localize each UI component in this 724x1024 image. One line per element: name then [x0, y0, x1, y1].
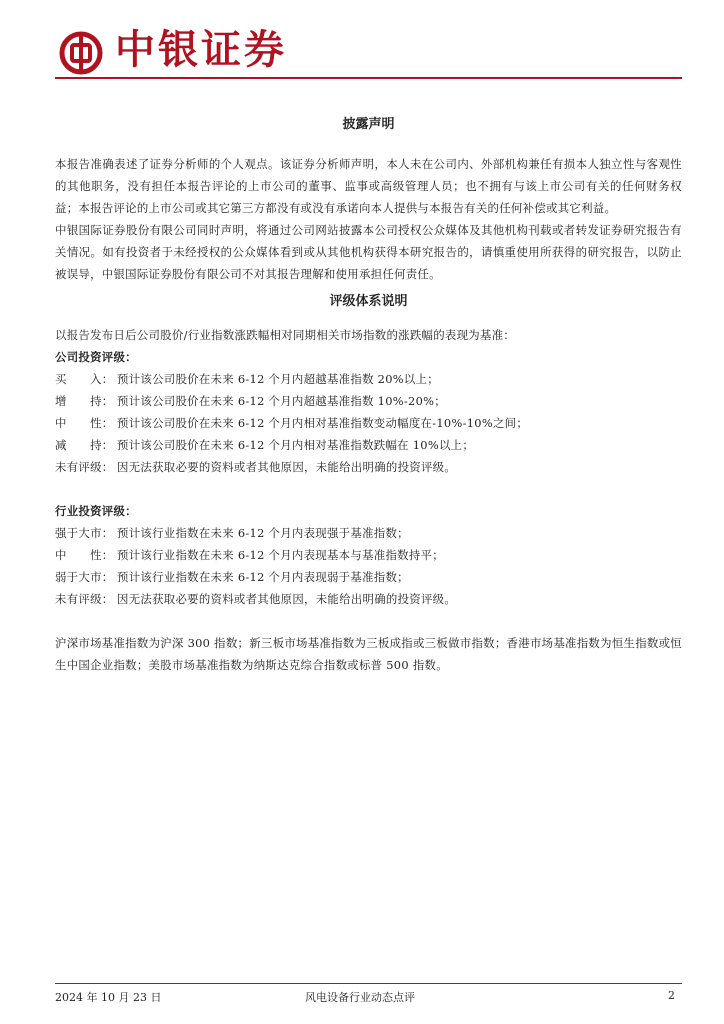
disclosure-title: 披露声明 [342, 117, 395, 132]
rating-system-title: 评级体系说明 [329, 294, 408, 309]
bank-of-china-logo-icon [59, 31, 103, 75]
industry-rating-item [55, 544, 682, 566]
page-header [55, 24, 685, 76]
rating-description: 预计该公司股价在未来 6-12 个月内相对基准指数变动幅度在-10%-10%之间； [117, 416, 529, 430]
industry-rating-item [55, 588, 682, 610]
industry-rating-heading: 行业投资评级： [55, 504, 137, 518]
rating-description: 预计该行业指数在未来 6-12 个月内表现强于基准指数； [117, 526, 409, 540]
rating-label: 中 性： [55, 416, 114, 430]
rating-description: 预计该行业指数在未来 6-12 个月内表现弱于基准指数； [117, 570, 409, 584]
company-rating-heading: 公司投资评级： [55, 350, 137, 364]
benchmark-note: 沪深市场基准指数为沪深 300 指数；新三板市场基准指数为三板成指或三板做市指数；香港市场基准指数为恒生指数或恒生中国企业指数；美股市场基准指数为纳斯达克综合指数或标普 500 指数。 [55, 636, 682, 672]
header-divider [55, 77, 682, 79]
disclosure-paragraph-2: 中银国际证券股份有限公司同时声明，将通过公司网站披露本公司授权公众媒体及其他机构刊载或者转发证券研究报告有关情况。如有投资者于未经授权的公众媒体看到或从其他机构获得本研究报告的，请慎重使用所获得的研究报告，以防止被误导，中银国际证券股份有限公司不对其报告理解和使用承担任何责任。 [55, 223, 682, 281]
brand-name: 中银证券 [115, 27, 287, 73]
rating-label: 买 入： [55, 372, 114, 386]
rating-description: 因无法获取必要的资料或者其他原因，未能给出明确的投资评级。 [117, 460, 457, 474]
rating-description: 预计该公司股价在未来 6-12 个月内超越基准指数 10%-20%； [117, 394, 446, 408]
company-rating-item [55, 412, 682, 434]
rating-intro: 以报告发布日后公司股价/行业指数涨跌幅相对同期相关市场指数的涨跌幅的表现为基准： [55, 328, 516, 342]
industry-rating-item [55, 522, 682, 544]
disclosure-paragraph-1: 本报告准确表述了证券分析师的个人观点。该证券分析师声明，本人未在公司内、外部机构兼任有损本人独立性与客观性的其他职务，没有担任本报告评论的上市公司的董事、监事或高级管理人员；也不拥有与该上市公司有关的任何财务权益；本报告评论的上市公司或其它第三方都没有或没有承诺向本人提供与本报告有关的任何补偿或其它利益。 [55, 157, 682, 215]
company-rating-item [55, 434, 682, 456]
company-rating-item [55, 368, 682, 390]
report-name: 风电设备行业动态点评 [305, 991, 415, 1004]
rating-label: 减 持： [55, 438, 114, 452]
rating-label: 中 性： [55, 548, 114, 562]
rating-description: 因无法获取必要的资料或者其他原因，未能给出明确的投资评级。 [117, 592, 457, 606]
report-date: 2024 年 10 月 23 日 [55, 991, 162, 1004]
company-rating-item [55, 456, 682, 478]
rating-description: 预计该公司股价在未来 6-12 个月内相对基准指数跌幅在 10%以上； [117, 438, 475, 452]
page-number: 2 [668, 989, 675, 1002]
rating-label: 未有评级： [55, 592, 114, 606]
rating-description: 预计该公司股价在未来 6-12 个月内超越基准指数 20%以上； [117, 372, 439, 386]
footer-divider [55, 983, 682, 984]
rating-label: 增 持： [55, 394, 114, 408]
rating-description: 预计该行业指数在未来 6-12 个月内表现基本与基准指数持平； [117, 548, 444, 562]
rating-label: 强于大市： [55, 526, 114, 540]
rating-label: 未有评级： [55, 460, 114, 474]
company-rating-item [55, 390, 682, 412]
rating-label: 弱于大市： [55, 570, 114, 584]
industry-rating-item [55, 566, 682, 588]
